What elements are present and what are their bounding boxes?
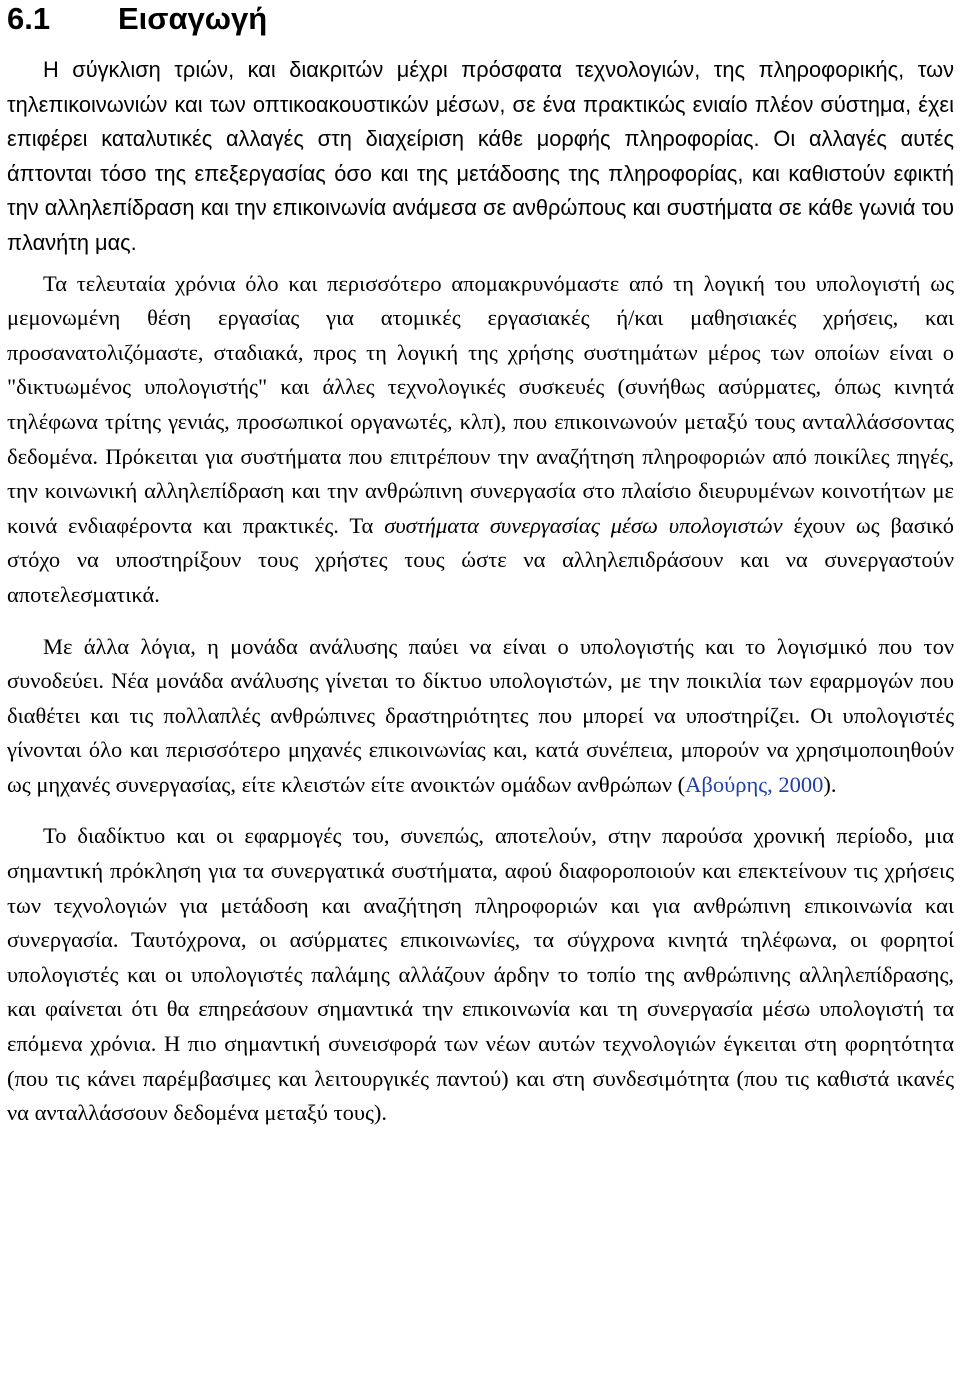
paragraph-3-text-a: Με άλλα λόγια, η μονάδα ανάλυσης παύει να είναι ο υπολογιστής και το λογισμικό που τον συνοδεύει. Νέα μονάδα ανάλυσης γίνεται το δίκτυο υπολογιστών, με την ποικιλία των εφαρμογών που διαθέτει και τις πολλαπλές ανθρώπινες δραστηριότητες που μπορεί να υποστηρίζει. Οι υπολογιστές γίνονται όλο και περισσότερο μηχανές επικοινωνίας και, κατά συνέπεια, μπορούν να χρησιμοποιηθούν ως μηχανές συνεργασίας, είτε κλειστών είτε ανοικτών ομάδων ανθρώπων ( [7, 633, 954, 797]
emphasized-term: συστήματα συνεργασίας μέσω υπολογιστών [384, 512, 783, 538]
paragraph-1: Η σύγκλιση τριών, και διακριτών μέχρι πρόσφατα τεχνολογιών, της πληροφορικής, των τηλεπικοινωνιών και των οπτικοακουστικών μέσων, σε ένα πρακτικώς ενιαίο πλέον σύστημα, έχει επιφέρει καταλυτικές αλλαγές στη διαχείριση κάθε μορφής πληροφορίας. Οι αλλαγές αυτές άπτονται τόσο της επεξεργασίας όσο και της μετάδοσης της πληροφορίας, και καθιστούν εφικτή την αλληλεπίδραση και την επικοινωνία ανάμεσα σε ανθρώπους και συστήματα σε κάθε γωνιά του πλανήτη μας. [7, 57, 954, 255]
paragraph-2-text-a: Τα τελευταία χρόνια όλο και περισσότερο απομακρυνόμαστε από τη λογική του υπολογιστή ως μεμονωμένη θέση εργασίας για ατομικές εργασιακές ή/και μαθησιακές χρήσεις, και προσανατολιζόμαστε, σταδιακά, προς τη λογική της χρήσης συστημάτων μέρος των οποίων είναι ο "δικτυωμένος υπολογιστής" και άλλες τεχνολογικές συσκευές (συνήθως ασύρματες, όπως κινητά τηλέφωνα τρίτης γενιάς, προσωπικοί οργανωτές, κλπ), που επικοινωνούν μεταξύ τους ανταλλάσσοντας δεδομένα. Πρόκειται για συστήματα που επιτρέπουν την αναζήτηση πληροφοριών από ποικίλες πηγές, την κοινωνική αλληλεπίδραση και την ανθρώπινη συνεργασία στο πλαίσιο διευρυμένων κοινοτήτων με κοινά ενδιαφέροντα και πρακτικές. Τα [7, 270, 954, 538]
section-number: 6.1 [7, 1, 51, 36]
paragraph-3 [7, 630, 954, 803]
section-title: Εισαγωγή [118, 1, 268, 36]
paragraph-4: Το διαδίκτυο και οι εφαρμογές του, συνεπώς, αποτελούν, στην παρούσα χρονική περίοδο, μια σημαντική πρόκληση για τα συνεργατικά συστήματα, αφού διαφοροποιούν και επεκτείνουν τις χρήσεις των τεχνολογιών για μετάδοση και αναζήτηση πληροφοριών και για ανθρώπινη επικοινωνία και συνεργασία. Ταυτόχρονα, οι ασύρματες επικοινωνίες, τα σύγχρονα κινητά τηλέφωνα, οι φορητοί υπολογιστές και οι υπολογιστές παλάμης αλλάζουν άρδην το τοπίο της ανθρώπινης αλληλεπίδρασης, και φαίνεται ότι θα επηρεάσουν σημαντικά την επικοινωνία και τη συνεργασία μέσω υπολογιστή τα επόμενα χρόνια. Η πιο σημαντική συνεισφορά των νέων αυτών τεχνολογιών έγκειται στη φορητότητα (που τις κάνει παρέμβασιμες και λειτουργικές παντού) και στη συνδεσιμότητα (που τις καθιστά ικανές να ανταλλάσσουν δεδομένα μεταξύ τους). [7, 823, 954, 1126]
paragraph-3-text-b: ). [823, 771, 837, 797]
citation-link[interactable]: Αβούρης, 2000 [685, 771, 824, 797]
section-heading [7, 0, 954, 49]
paragraph-2-text-b: έχουν ως βασικό στόχο να υποστηρίξουν τους χρήστες τους ώστε να αλληλεπιδράσουν και να συνεργαστούν αποτελεσματικά. [7, 512, 954, 607]
paragraph-2 [7, 267, 954, 613]
